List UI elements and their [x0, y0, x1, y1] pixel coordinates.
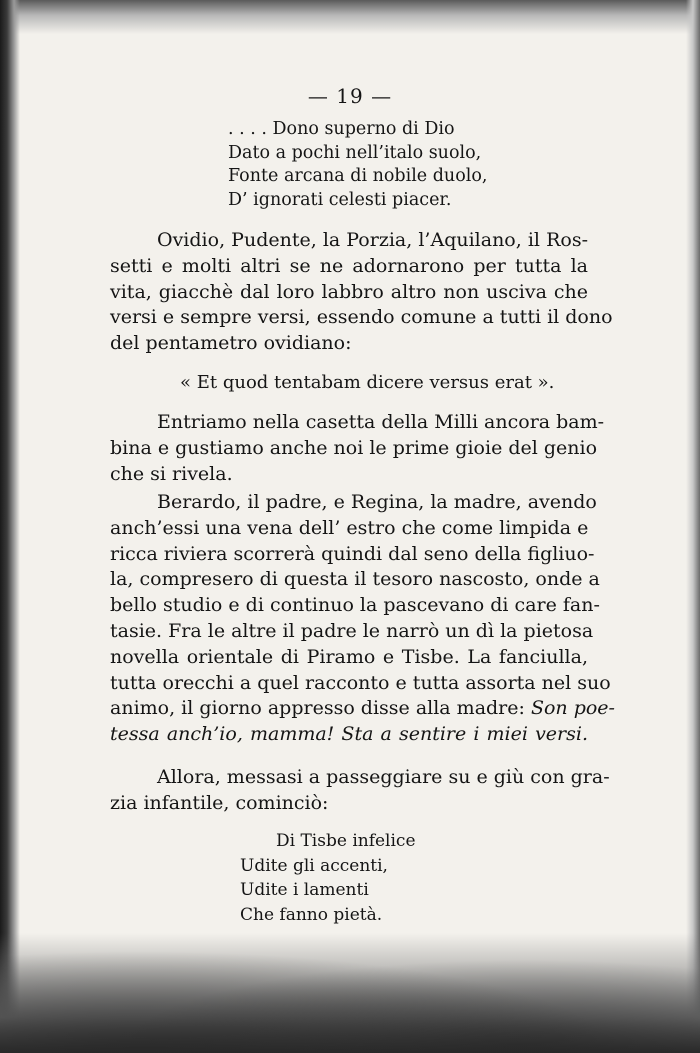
paragraph-3 [110, 490, 615, 748]
verse-line: Di Tisbe infelice [276, 831, 416, 851]
paragraph-4 [110, 765, 610, 817]
text-line: Ovidio, Pudente, la Porzia, l’Aquilano, il Ros- [157, 229, 588, 251]
verse-line: . . . . Dono superno di Dio [228, 119, 455, 139]
text-line: tutta orecchi a quel racconto e tutta assorta nel suo [110, 671, 611, 694]
text-line: versi e sempre versi, essendo comune a tutti il dono [110, 306, 613, 329]
text-line: bello studio e di continuo la pascevano di care fan- [110, 594, 600, 617]
verse-line: Udite gli accenti, [240, 855, 388, 876]
text-line: Allora, messasi a passeggiare su e giù con gra- [157, 766, 610, 788]
text-segment: animo, il giorno appresso disse alla madre: [110, 697, 525, 720]
child-speech-line: tessa anch’io, mamma! Sta a sentire i miei versi. [110, 723, 588, 746]
paragraph-2 [110, 410, 605, 487]
text-line: Entriamo nella casetta della Milli ancora bam- [157, 411, 605, 433]
scan-edge-bottom [0, 933, 700, 1053]
scan-edge-right [686, 0, 700, 1053]
text-line: setti e molti altri se ne adornarono per tutta la [110, 254, 588, 277]
scan-edge-left [0, 0, 20, 1053]
child-speech: Son poe- [530, 697, 615, 720]
verse-line: Dato a pochi nell’italo suolo, [228, 142, 482, 163]
text-line: che si rivela. [110, 462, 233, 485]
verse-line: Che fanno pietà. [240, 904, 383, 925]
verse-line: Fonte arcana di nobile duolo, [228, 166, 488, 186]
text-line-with-speech [110, 696, 615, 722]
verse-stanza-2 [240, 829, 416, 927]
text-line: anch’essi una vena dell’ estro che come limpida e [110, 516, 589, 539]
verse-stanza-1 [228, 118, 487, 212]
text-line: zia infantile, cominciò: [110, 791, 329, 814]
verse-line: D’ ignorati celesti piacer. [228, 189, 452, 210]
text-line: vita, giacchè dal loro labbro altro non usciva che [110, 280, 588, 303]
text-line: del pentametro ovidiano: [110, 332, 352, 355]
verse-line: Udite i lamenti [240, 880, 369, 900]
text-line: Berardo, il padre, e Regina, la madre, avendo [157, 491, 597, 513]
text-line: tasie. Fra le altre il padre le narrò un dì la pietosa [110, 619, 594, 642]
text-line: novella orientale di Piramo e Tisbe. La fanciulla, [110, 645, 588, 668]
paragraph-1 [110, 228, 613, 357]
text-line: ricca riviera scorrerà quindi dal seno della figliuo- [110, 542, 595, 565]
text-line: bina e gustiamo anche noi le prime gioie del genio [110, 436, 598, 459]
text-line: la, compresero di questa il tesoro nascosto, onde a [110, 568, 600, 591]
page-number: — 19 — [307, 84, 393, 108]
latin-quote: « Et quod tentabam dicere versus erat ». [180, 372, 555, 393]
scan-edge-top [0, 0, 700, 34]
